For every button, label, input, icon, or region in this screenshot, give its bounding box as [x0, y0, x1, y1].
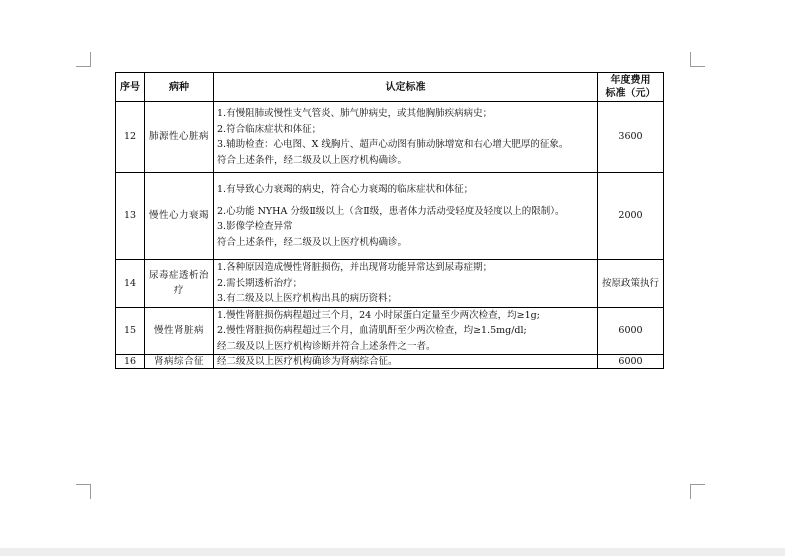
disease-name: 慢性心力衰竭: [145, 173, 214, 260]
row-number: 12: [116, 102, 145, 173]
header-seq: 序号: [116, 73, 145, 102]
header-criteria: 认定标准: [214, 73, 598, 102]
criteria-line: 2.需长期透析治疗；: [217, 277, 303, 289]
criteria-line: 经二级及以上医疗机构诊断并符合上述条件之一者。: [217, 340, 436, 352]
criteria-line: 3.有二级及以上医疗机构出具的病历资料；: [217, 293, 398, 304]
criteria-line: 1.各种原因造成慢性肾脏损伤，并出现肾功能异常达到尿毒症期；: [217, 262, 493, 273]
criteria-line: 符合上述条件，经二级及以上医疗机构确诊。: [217, 236, 408, 248]
page-bottom-gutter: [0, 548, 785, 556]
table-row: [116, 102, 664, 173]
page-corner-mark-bottom-left: [76, 484, 91, 499]
criteria-line: 3.辅助检查：心电图、X 线胸片、超声心动图有肺动脉增宽和右心增大肥厚的征象。: [217, 139, 569, 150]
page-corner-mark-top-right: [690, 52, 705, 67]
row-number: 14: [116, 260, 145, 308]
criteria-cell: [214, 173, 598, 260]
page-corner-mark-top-left: [76, 52, 91, 67]
disease-name: 肺源性心脏病: [145, 102, 214, 173]
table-row: [116, 260, 664, 308]
criteria-line: 经二级及以上医疗机构确诊为肾病综合征。: [217, 355, 398, 367]
criteria-cell: [214, 260, 598, 308]
row-number: 16: [116, 355, 145, 369]
criteria-cell: [214, 102, 598, 173]
criteria-line: 1.有慢阻肺或慢性支气管炎、肺气肿病史，或其他胸肺疾病病史；: [217, 108, 493, 119]
table-row: [116, 173, 664, 260]
criteria-line: 1.慢性肾脏损伤病程超过三个月，24 小时尿蛋白定量至少两次检查，均≥1g;: [217, 309, 540, 321]
fee-value: 6000: [598, 307, 664, 355]
criteria-cell: [214, 355, 598, 369]
header-fee-line2: 标准（元）: [605, 88, 656, 99]
fee-value: 3600: [598, 102, 664, 173]
row-number: 13: [116, 173, 145, 260]
header-fee: [598, 73, 664, 102]
disease-name: 尿毒症透析治疗: [145, 260, 214, 308]
table-row: [116, 307, 664, 355]
disease-name: 慢性肾脏病: [145, 307, 214, 355]
criteria-line: 2.慢性肾脏损伤病程超过三个月，血清肌酐至少两次检查，均≥1.5mg/dl;: [217, 325, 527, 336]
fee-value: 2000: [598, 173, 664, 260]
chronic-disease-standards-table: [115, 72, 664, 369]
page-corner-mark-bottom-right: [690, 484, 705, 499]
row-number: 15: [116, 307, 145, 355]
fee-value: 按原政策执行: [598, 260, 664, 308]
criteria-line: 2.心功能 NYHA 分级Ⅱ级以上（含Ⅱ级，患者体力活动受轻度及轻度以上的限制）。: [217, 205, 565, 217]
criteria-line: 2.符合临床症状和体征；: [217, 123, 322, 135]
table-header-row: [116, 73, 664, 102]
criteria-line: 符合上述条件，经二级及以上医疗机构确诊。: [217, 154, 408, 166]
table-row: [116, 355, 664, 369]
criteria-line: 1.有导致心力衰竭的病史，符合心力衰竭的临床症状和体征；: [217, 184, 474, 195]
criteria-cell: [214, 307, 598, 355]
header-disease: 病种: [145, 73, 214, 102]
fee-value: 6000: [598, 355, 664, 369]
header-fee-line1: 年度费用: [610, 75, 651, 86]
disease-name: 肾病综合征: [145, 355, 214, 369]
criteria-line: 3.影像学检查异常: [217, 221, 293, 232]
